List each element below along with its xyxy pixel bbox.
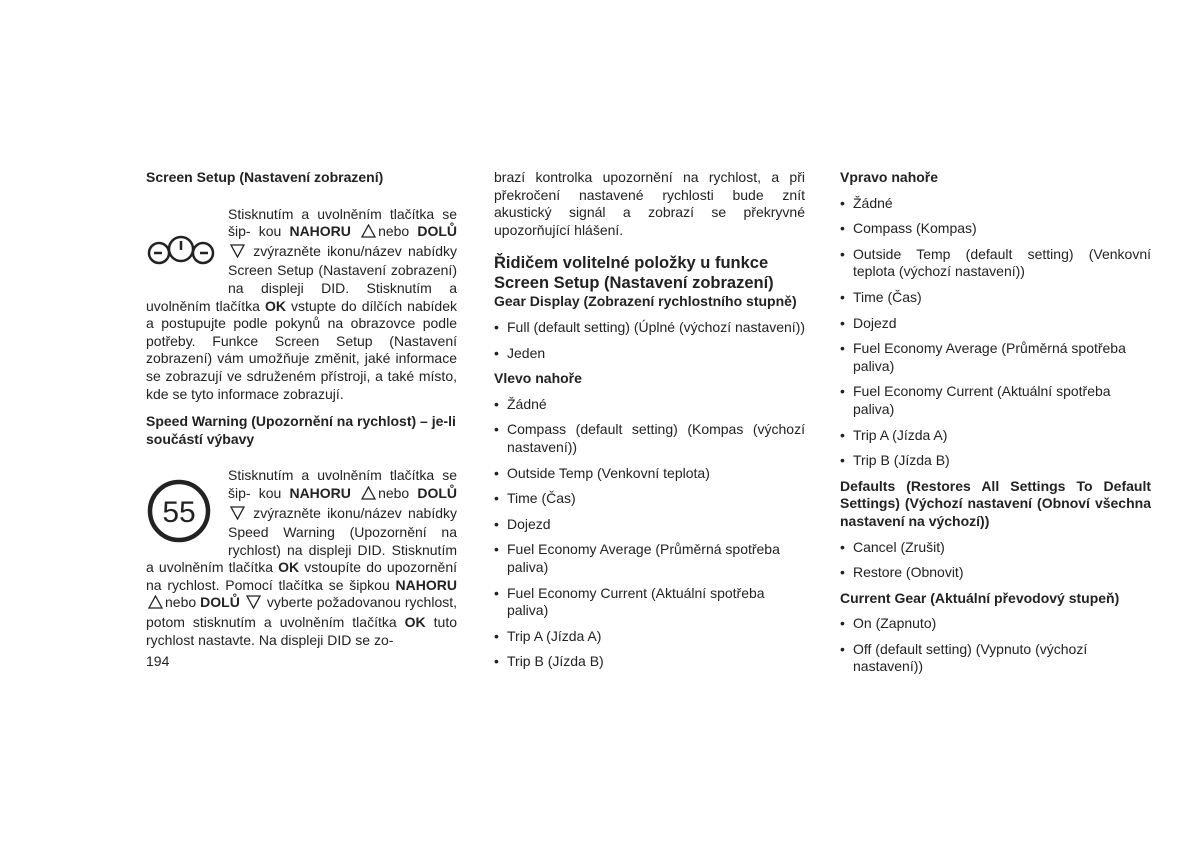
list-item: • Restore (Obnovit)	[840, 564, 1151, 582]
page-number: 194	[146, 653, 170, 669]
screen-setup-heading: Screen Setup (Nastavení zobrazení)	[146, 169, 384, 185]
list-item: • Full (default setting) (Úplné (výchozí nastavení))	[494, 319, 805, 337]
gauges-icon	[146, 206, 228, 294]
speed-warning-text: Stisknutím a uvolněním tlačítka se šip- kou NAHORU nebo DOLŮ zvýrazněte ikonu/název nabídky Speed Warning (Upozornění na rychlost) na displeji DID. Stisknutím a uvolněním tlačítka OK vstoupíte do upozornění na rychlost. Pomocí tlačítka se šipkou NAHORU nebo DOLŮ vyberte požadovanou rychlost, potom stisknutím a uvolněním tlačítka OK tuto rychlost nastavte. Na displeji DID se zo-	[146, 467, 458, 648]
list-item: • Cancel (Zrušit)	[840, 539, 1151, 557]
list-item: • Time (Čas)	[840, 289, 1151, 307]
list-item: • Trip B (Jízda B)	[840, 452, 1151, 470]
speed-warning-block	[146, 467, 457, 649]
list-item: • Dojezd	[494, 516, 805, 534]
speed-warning-continuation: brazí kontrolka upozornění na rychlost, a při překročení nastavené rychlosti bude znít akustický signál a zobrazí se překryvné upozorňující hlášení.	[494, 169, 805, 238]
current-gear-list	[840, 615, 1151, 676]
list-item: • Compass (Kompas)	[840, 220, 1151, 238]
defaults-heading: Defaults (Restores All Settings To Default Settings) (Výchozí nastavení (Obnoví všechna nastavení na výchozí))	[840, 477, 1151, 529]
list-item: • Jeden	[494, 345, 805, 363]
left-top-list	[494, 396, 805, 671]
list-item: • Trip B (Jízda B)	[494, 653, 805, 671]
left-top-heading: Vlevo nahoře	[494, 370, 582, 387]
arrow-up-icon	[361, 486, 376, 505]
arrow-down-icon	[230, 244, 245, 263]
svg-text:55: 55	[162, 496, 196, 530]
list-item: • Off (default setting) (Vypnuto (výchozí nastavení))	[840, 641, 1151, 676]
arrow-up-icon	[361, 224, 376, 243]
list-item: • Fuel Economy Average (Průměrná spotřeba paliva)	[840, 340, 1151, 375]
section-heading: Řidičem volitelné položky u funkce Screen Setup (Nastavení zobrazení)	[494, 254, 774, 293]
list-item: • Compass (default setting) (Kompas (výchozí nastavení))	[494, 421, 805, 456]
list-item: • Outside Temp (Venkovní teplota)	[494, 465, 805, 483]
list-item: • Outside Temp (default setting) (Venkovní teplota (výchozí nastavení))	[840, 246, 1151, 281]
arrow-down-icon	[246, 595, 261, 614]
screen-setup-block	[146, 206, 457, 404]
list-item: • Žádné	[840, 195, 1151, 213]
speed-warning-heading: Speed Warning (Upozornění na rychlost) – je-li součástí výbavy	[146, 413, 456, 447]
right-top-list	[840, 195, 1151, 470]
list-item: • Fuel Economy Current (Aktuální spotřeba paliva)	[494, 585, 805, 620]
list-item: • Time (Čas)	[494, 490, 805, 508]
list-item: • On (Zapnuto)	[840, 615, 1151, 633]
list-item: • Dojezd	[840, 315, 1151, 333]
column-middle	[494, 169, 805, 679]
list-item: • Žádné	[494, 396, 805, 414]
list-item: • Trip A (Jízda A)	[840, 427, 1151, 445]
arrow-up-icon	[148, 595, 163, 614]
current-gear-heading: Current Gear (Aktuální převodový stupeň)	[840, 589, 1120, 606]
right-top-heading: Vpravo nahoře	[840, 169, 939, 185]
gear-display-list	[494, 319, 805, 362]
list-item: • Trip A (Jízda A)	[494, 628, 805, 646]
gear-display-heading: Gear Display (Zobrazení rychlostního stupně)	[494, 293, 797, 310]
list-item: • Fuel Economy Current (Aktuální spotřeba paliva)	[840, 383, 1151, 418]
column-left	[146, 169, 457, 649]
defaults-list	[840, 539, 1151, 582]
column-right	[840, 169, 1151, 684]
speed-limit-icon	[146, 467, 228, 555]
arrow-down-icon	[230, 506, 245, 525]
list-item: • Fuel Economy Average (Průměrná spotřeba paliva)	[494, 541, 805, 576]
screen-setup-text: Stisknutím a uvolněním tlačítka se šip- kou NAHORU nebo DOLŮ zvýrazněte ikonu/název nabídky Screen Setup (Nastavení zobrazení) na displeji DID. Stisknutím a uvolněním tlačítka OK vstupte do dílčích nabídek a postupujte podle pokynů na obrazovce podle potřeby. Funkce Screen Setup (Nastavení zobrazení) vám umožňuje změnit, jaké informace se zobrazují ve sdruženém přístroji, a také místo, kde se tyto informace zobrazují.	[146, 205, 458, 402]
